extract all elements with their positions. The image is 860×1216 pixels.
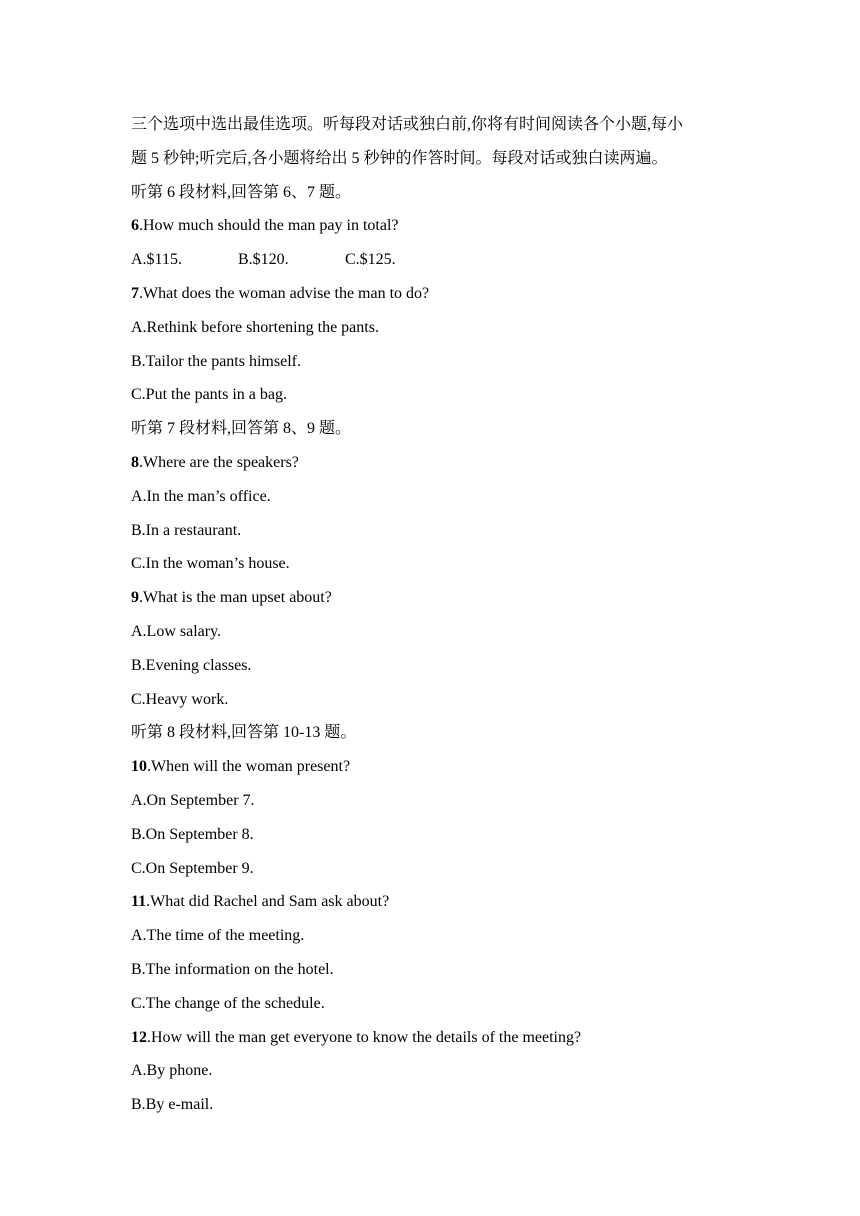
option-b: B.Evening classes. [131, 656, 252, 674]
section-heading: 听第 8 段材料,回答第 10-13 题。 [131, 724, 357, 742]
option-c: C.In the woman’s house. [131, 555, 290, 573]
question-number: 11 [131, 893, 147, 911]
question-12 [131, 1021, 741, 1055]
question-10 [131, 750, 741, 784]
question-number: 8 [131, 453, 139, 471]
option-b: B.Tailor the pants himself. [131, 352, 301, 370]
option-a: A.In the man’s office. [131, 487, 271, 505]
option-a: A.By phone. [131, 1062, 213, 1080]
question-text: .Where are the speakers? [139, 453, 299, 471]
option-c: C.The change of the schedule. [131, 994, 325, 1012]
question-number: 9 [131, 589, 139, 607]
question-number: 10 [131, 758, 147, 776]
option-c: C.Put the pants in a bag. [131, 386, 287, 404]
option-c: C.$125. [345, 251, 396, 269]
option-b: B.In a restaurant. [131, 521, 242, 539]
intro-line-2: 题 5 秒钟;听完后,各小题将给出 5 秒钟的作答时间。每段对话或独白读两遍。 [131, 149, 668, 167]
section-heading: 听第 7 段材料,回答第 8、9 题。 [131, 420, 352, 438]
question-6 [131, 209, 741, 243]
question-6-options [131, 243, 741, 277]
question-number: 7 [131, 284, 139, 302]
section-heading: 听第 6 段材料,回答第 6、7 题。 [131, 183, 352, 201]
question-text: .What did Rachel and Sam ask about? [146, 893, 390, 911]
question-text: .What does the woman advise the man to do? [139, 284, 430, 302]
question-11 [131, 885, 741, 919]
question-7 [131, 277, 741, 311]
option-a: A.Rethink before shortening the pants. [131, 318, 379, 336]
question-text: .How will the man get everyone to know the details of the meeting? [147, 1028, 582, 1046]
question-text: .How much should the man pay in total? [139, 217, 399, 235]
question-text: .When will the woman present? [147, 758, 351, 776]
option-b: B.On September 8. [131, 825, 254, 843]
intro-line-1: 三个选项中选出最佳选项。听每段对话或独白前,你将有时间阅读各个小题,每小 [131, 116, 684, 133]
option-c: C.Heavy work. [131, 690, 229, 708]
question-number: 12 [131, 1028, 147, 1046]
option-a: A.Low salary. [131, 622, 222, 640]
option-a: A.The time of the meeting. [131, 927, 305, 945]
option-c: C.On September 9. [131, 859, 254, 877]
question-8 [131, 446, 741, 480]
option-b: B.The information on the hotel. [131, 960, 334, 978]
option-a: A.$115. [131, 251, 182, 269]
option-b: B.$120. [238, 251, 289, 269]
question-text: .What is the man upset about? [139, 589, 332, 607]
option-b: B.By e-mail. [131, 1096, 214, 1114]
option-a: A.On September 7. [131, 791, 255, 809]
question-9 [131, 581, 741, 615]
page-content [131, 108, 741, 1122]
question-number: 6 [131, 217, 139, 235]
